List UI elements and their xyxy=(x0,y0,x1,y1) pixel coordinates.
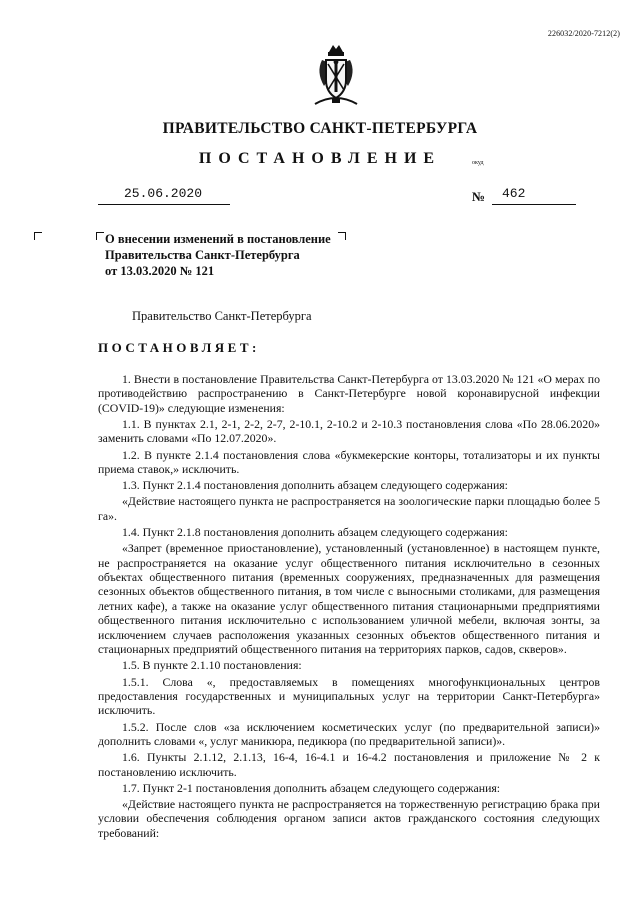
document-type: ПОСТАНОВЛЕНИЕ xyxy=(198,150,442,167)
title-line: от 13.03.2020 № 121 xyxy=(105,264,215,278)
paragraph: 1.4. Пункт 2.1.8 постановления дополнить абзацем следующего содержания: xyxy=(122,525,508,540)
number-label: № xyxy=(472,189,486,204)
document-body xyxy=(98,372,600,842)
paragraph: 1.3. Пункт 2.1.4 постановления дополнить абзацем следующего содержания: xyxy=(122,478,508,493)
document-id: 226032/2020-7212(2) xyxy=(547,29,620,38)
paragraph: 1.1. В пунктах 2.1, 2-1, 2-2, 2-7, 2-10.1, 2-10.2 и 2-10.3 постановления слова «По 28.06.2020» заменить словами «По 12.07.2020». xyxy=(98,417,600,446)
paragraph: 1.6. Пункты 2.1.12, 2.1.13, 16-4, 16-4.1 и 16-4.2 постановления и приложение № 2 к постановлению исключить. xyxy=(98,750,600,779)
paragraph: «Действие настоящего пункта не распространяется на зоологические парки площадью более 5 га». xyxy=(98,494,600,523)
okud-label: окуд xyxy=(472,160,484,166)
document-number: 462 xyxy=(502,186,526,201)
corner-mark xyxy=(96,232,104,240)
number-underline xyxy=(492,204,576,205)
government-name: ПРАВИТЕЛЬСТВО САНКТ-ПЕТЕРБУРГА xyxy=(162,120,478,137)
title-line: Правительства Санкт-Петербурга xyxy=(105,248,300,262)
st-petersburg-coat-of-arms-icon xyxy=(306,40,366,110)
paragraph: «Действие настоящего пункта не распространяется на торжественную регистрацию брака при условии обеспечения соблюдения органом записи актов гражданского состояния следующих требований: xyxy=(98,796,600,840)
paragraph: «Запрет (временное приостановление), установленный (установленное) в настоящем пункте, не распространяется на оказание услуг общественного питания исключительно в сезонных объектах общественного питания (временных сооружениях, предназначенных для размещения сезонных объектов общественного питания, в том числе с выносными столиками, для размещения летних кафе), а также на оказание услуг общественного питания стационарными предприятиями общественного питания исключительно с использованием уличной мебели, включая зонты, за исключением случаев расположения указанных сезонных объектов общественного питания и стационарных предприятий общественного питания на территориях парков, садов, скверов». xyxy=(98,541,600,657)
paragraph: 1.5.2. После слов «за исключением косметических услуг (по предварительной записи)» дополнить словами «, услуг маникюра, педикюра (по предварительной записи)». xyxy=(98,719,600,748)
paragraph: 1.5.1. Слова «, предоставляемых в помещениях многофункциональных центров предоставления государственных и муниципальных услуг на территории Санкт-Петербурга» исключить. xyxy=(98,674,600,718)
document-date: 25.06.2020 xyxy=(123,186,202,201)
paragraph: 1. Внести в постановление Правительства Санкт-Петербурга от 13.03.2020 № 121 «О мерах по противодействию распространению в Санкт-Петербурге новой коронавирусной инфекции (COVID-19)» следующие изменения: xyxy=(98,372,600,415)
document-title xyxy=(105,231,345,279)
issuer: Правительство Санкт-Петербурга xyxy=(132,309,312,323)
title-line: О внесении изменений в постановление xyxy=(105,232,331,246)
paragraph: 1.7. Пункт 2-1 постановления дополнить абзацем следующего содержания: xyxy=(122,780,501,795)
date-underline xyxy=(98,204,230,205)
corner-mark xyxy=(34,232,42,240)
paragraph: 1.2. В пункте 2.1.4 постановления слова «букмекерские конторы, тотализаторы и их пункты приема ставок,» исключить. xyxy=(98,447,600,477)
paragraph: 1.5. В пункте 2.1.10 постановления: xyxy=(122,658,302,673)
decree-heading: ПОСТАНОВЛЯЕТ: xyxy=(98,340,260,355)
